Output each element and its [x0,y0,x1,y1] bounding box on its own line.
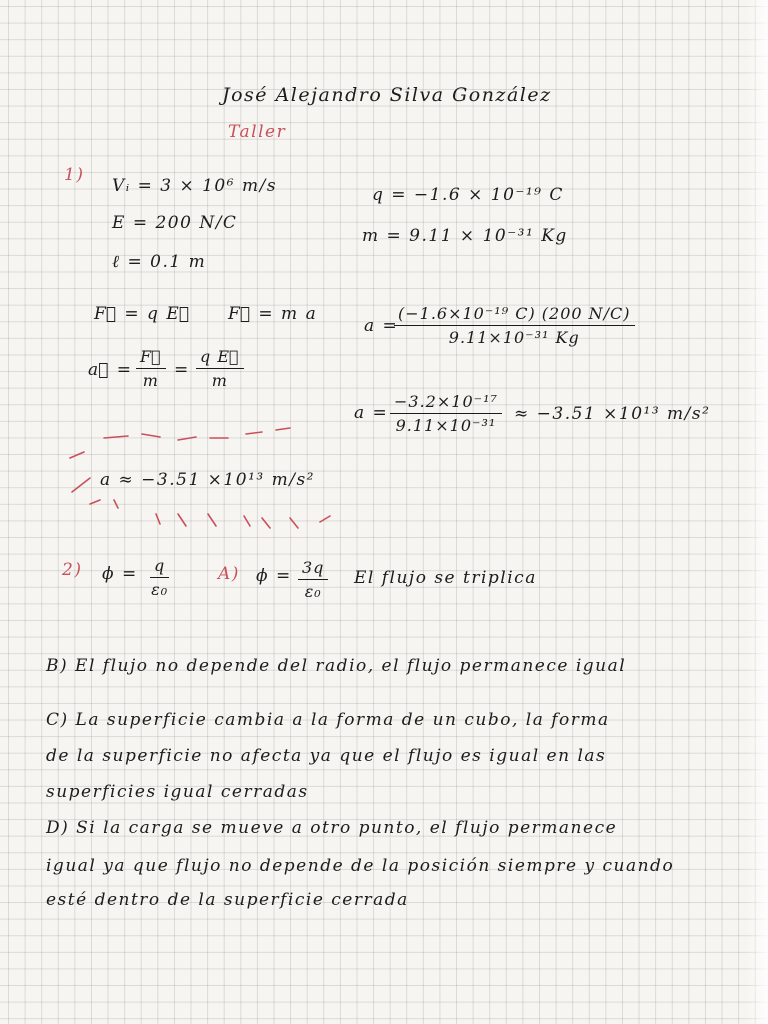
calculation-denominator: 9.11×10⁻³¹ [395,416,497,435]
part-d-line-3: esté dentro de la superficie cerrada [46,890,409,910]
part-d-line-1: D) Si la carga se mueve a otro punto, el flujo permanece [46,818,618,838]
mass-value: m = 9.11 × 10⁻³¹ Kg [362,226,568,246]
problem-1-number: 1) [64,165,85,185]
charge-value: q = −1.6 × 10⁻¹⁹ C [372,185,564,205]
part-a-text: El flujo se triplica [354,568,537,588]
flux-fraction [150,556,169,599]
accel-f-numerator: F⃗ [136,347,166,369]
part-c-line-3: superficies igual cerradas [46,782,309,802]
part-a-denominator: ε₀ [304,582,322,601]
force-charge-eq: F⃗ = q E⃗ [94,304,191,324]
flux-lhs: ϕ = [102,564,138,584]
accel-lhs: a⃗ = [88,360,133,380]
part-c-line-1: C) La superficie cambia a la forma de un cubo, la forma [46,710,610,730]
substitution-denominator: 9.11×10⁻³¹ Kg [448,328,580,347]
calculation-result: ≈ −3.51 ×10¹³ m/s² [514,404,711,424]
length: ℓ = 0.1 m [112,252,207,272]
substitution-numerator: (−1.6×10⁻¹⁹ C) (200 N/C) [394,304,635,326]
calculation-lhs: a = [354,403,389,423]
worksheet-title: Taller [228,122,287,142]
part-a-label: A) [218,564,240,584]
accel-equals: = [174,360,190,380]
initial-velocity: Vᵢ = 3 × 10⁶ m/s [112,176,278,196]
accel-q-denominator: m [211,371,228,390]
part-a-fraction [298,558,328,601]
substitution-lhs: a = [364,316,399,336]
calculation-numerator: −3.2×10⁻¹⁷ [390,392,502,414]
accel-f-denominator: m [142,371,159,390]
flux-numerator: q [150,556,169,578]
part-b-text: B) El flujo no depende del radio, el flujo permanece igual [46,656,627,676]
part-d-line-2: igual ya que flujo no depende de la posición siempre y cuando [46,856,675,876]
student-name: José Alejandro Silva González [222,84,552,106]
accel-q-numerator: q E⃗ [196,347,244,369]
flux-denominator: ε₀ [151,580,169,599]
final-acceleration: a ≈ −3.51 ×10¹³ m/s² [100,470,315,490]
electric-field: E = 200 N/C [112,213,238,233]
force-mass-eq: F⃗ = m a [228,304,318,324]
part-c-line-2: de la superficie no afecta ya que el flujo es igual en las [46,746,607,766]
part-a-lhs: ϕ = [256,566,292,586]
part-a-numerator: 3q [298,558,328,580]
problem-2-number: 2) [62,560,83,580]
